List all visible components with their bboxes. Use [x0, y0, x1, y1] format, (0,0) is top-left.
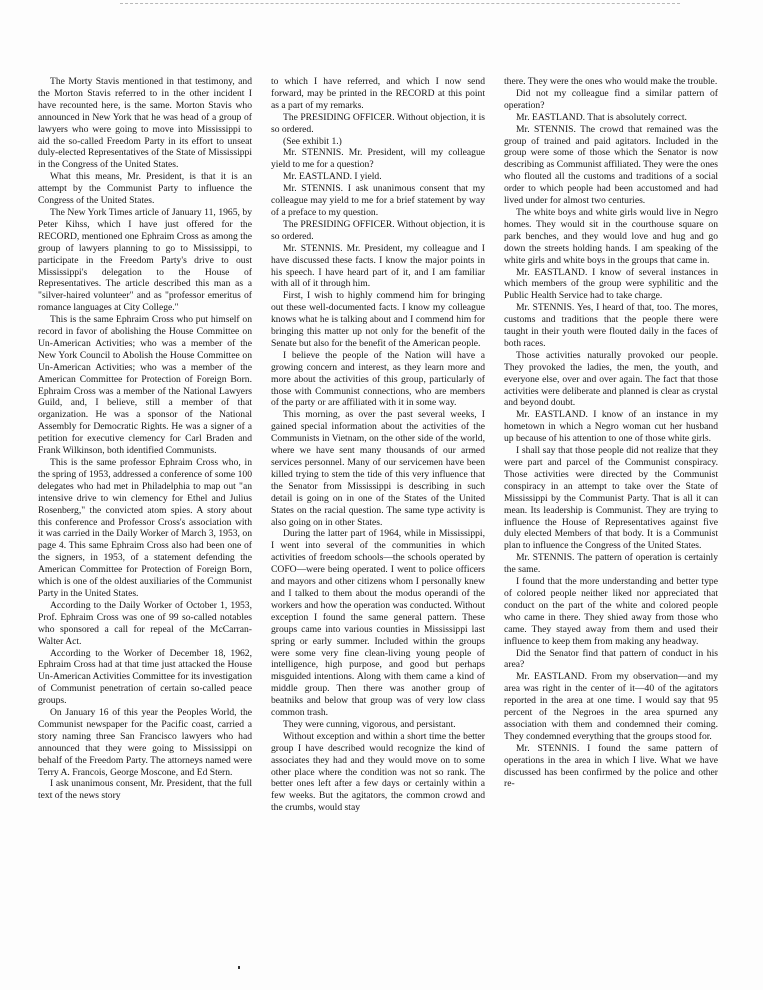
column-left [38, 76, 252, 802]
paragraph: Mr. EASTLAND. From my observation—and my area was right in the center of it—40 of the agitators reported in the area at one time. I would say that 95 percent of the Negroes in the area spurned any association with them and condemned their coming. They condemned everything that the groups stood for. [504, 671, 718, 742]
paragraph: According to the Daily Worker of October 1, 1953, Prof. Ephraim Cross was one of 99 so-called notables who sponsored a call for repeal of the McCarran-Walter Act. [38, 599, 252, 647]
paragraph: Mr. EASTLAND. I yield. [283, 171, 382, 183]
paragraph: The PRESIDING OFFICER. Without objection, it is so ordered. [271, 111, 485, 135]
paragraph: What this means, Mr. President, is that it is an attempt by the Communist Party to influence the Congress of the United States. [38, 171, 252, 207]
paragraph: Mr. EASTLAND. That is absolutely correct. [516, 111, 687, 123]
paragraph: I believe the people of the Nation will have a growing concern and interest, as they learn more and more about the activities of this group, particularly of those with Communist connections, who are members of the party or are affiliated with it in some way. [271, 349, 485, 409]
paragraph: I shall say that those people did not realize that they were part and parcel of the Communist conspiracy. Those activities were directed by the Communist conspiracy in an attempt to take over the State of Mississippi by the Communist Party. That is all it can mean. Its leadership is Communist. They are trying to influence the House of Representatives against five duly elected Members of that body. It is a Communist plan to influence the Congress of the United States. [504, 445, 718, 552]
scan-speck [238, 966, 240, 969]
paragraph: They were cunning, vigorous, and persistant. [283, 718, 456, 730]
paragraph: This morning, as over the past several weeks, I gained special information about the activities of the Communists in Vietnam, on the other side of the world, where we have sent many thousands of our armed services personnel. Many of our servicemen have been killed trying to stem the tide of this very influence that the Senator from Mississippi is describing in such detail is going on in one of the States of the United States on the racial question. The same type activity is also going on in other States. [271, 409, 485, 528]
paragraph: there. They were the ones who would make the trouble. [504, 76, 718, 87]
column-right [504, 76, 718, 790]
paragraph: This is the same professor Ephraim Cross who, in the spring of 1953, addressed a conference of some 100 delegates who had met in Philadelphia to map out "an intensive drive to win clemency for Ethel and Julius Rosenberg," the convicted atom spies. A story about this conference and Professor Cross's association with it was carried in the Daily Worker of March 3, 1953, on page 4. This same Ephraim Cross also had been one of the signers, in 1953, of a statement defending the American Committee for Protection of Foreign Born, which is one of the oldest auxiliaries of the Communist Party in the United States. [38, 457, 252, 599]
paragraph: Mr. EASTLAND. I know of several instances in which members of the group were syphilitic and the Public Health Service had to take charge. [504, 266, 718, 302]
paragraph: Mr. STENNIS. The pattern of operation is certainly the same. [504, 552, 718, 576]
paragraph: Mr. EASTLAND. I know of an instance in my hometown in which a Negro woman cut her husband up because of his attention to one of those white girls. [504, 409, 718, 445]
paragraph: The Morty Stavis mentioned in that testimony, and the Morton Stavis referred to in the other incident I have recounted here, is the same. Morton Stavis who announced in New York that he was head of a group of lawyers who were going to move into Mississippi to aid the so-called Freedom Party in its effort to unseat duly-elected Representatives of the State of Mississippi in the Congress of the United States. [38, 76, 252, 171]
paragraph: Did not my colleague find a similar pattern of operation? [504, 87, 718, 111]
paragraph: Mr. STENNIS. I found the same pattern of operations in the area in which I live. What we have discussed has been confirmed by the police and other re- [504, 742, 718, 790]
paragraph: The New York Times article of January 11, 1965, by Peter Kihss, which I have just offered for the RECORD, mentioned one Ephraim Cross as among the group of lawyers planning to go to Mississippi, to participate in the Freedom Party's drive to oust Mississippi's delegation to the House of Representatives. The article described this man as a "silver-haired volunteer" and as "professor emeritus of romance languages at City College." [38, 206, 252, 314]
top-rule [120, 3, 680, 4]
paragraph: Mr. STENNIS. The crowd that remained was the group of trained and paid agitators. Included in the group were some of those which the Senator is now describing as Communist affiliated. They were the ones who flouted all the customs and traditions of a social order to which people had been accustomed and had lived under for almost two centuries. [504, 123, 718, 207]
paragraph: (See exhibit 1.) [283, 135, 342, 147]
paragraph: According to the Worker of December 18, 1962, Ephraim Cross had at that time just attacked the House Un-American Activities Committee for its investigation of Communist penetration of certain so-called peace groups. [38, 647, 252, 707]
paragraph: Mr. STENNIS. Mr. President, will my colleague yield to me for a question? [271, 147, 485, 171]
paragraph: Mr. STENNIS. I ask unanimous consent that my colleague may yield to me for a brief statement by way of a preface to my question. [271, 183, 485, 218]
paragraph: Without exception and within a short time the better group I have described would recognize the kind of associates they had and they would move on to some other place where the condition was not so rank. The better ones left after a few days or certainly within a few weeks. But the agitators, the common crowd and the crumbs, would stay [271, 730, 485, 814]
paragraph: This is the same Ephraim Cross who put himself on record in favor of abolishing the House Committee on Un-American Activities; who was a member of the New York Council to Abolish the House Committee on Un-American Activities; who was a member of the American Committee for Protection of Foreign Born. Ephraim Cross was a member of the National Lawyers Guild, and, I believe, still a member of that organization. He was a sponsor of the National Assembly for Democratic Rights. He was a signer of a petition for executive clemency for Carl Braden and Frank Wilkinson, both identified Communists. [38, 314, 252, 457]
paragraph: During the latter part of 1964, while in Mississippi, I went into several of the communities in which activities of freedom schools—the schools operated by COFO—were being operated. I went to police officers and mayors and other citizens whom I personally knew and I talked to them about the modus operandi of the workers and how the operation was conducted. Without exception I found the same general pattern. These groups came into various counties in Mississippi last spring or early summer. Included within the groups were some very fine clean-living young people of intelligence, high purpose, and good but perhaps misguided intentions. Along with them came a kind of middle group. Then there was another group of beatniks and below that group was of very low class common trash. [271, 528, 485, 719]
paragraph: Mr. STENNIS. Yes, I heard of that, too. The mores, customs and traditions that the people there were taught in their youth were flouted daily in the faces of both races. [504, 302, 718, 349]
paragraph: I ask unanimous consent, Mr. President, that the full text of the news story [38, 778, 252, 802]
paragraph: Those activities naturally provoked our people. They provoked the ladies, the men, the youth, and everyone else, over and over again. The fact that those activities were deliberate and planned is clear as crystal and beyond doubt. [504, 349, 718, 409]
paragraph: Mr. STENNIS. Mr. President, my colleague and I have discussed these facts. I know the major points in his speech. I have heard part of it, and I am familiar with all of it through him. [271, 242, 485, 290]
paragraph: Did the Senator find that pattern of conduct in his area? [504, 647, 718, 671]
paragraph: First, I wish to highly commend him for bringing out these well-documented facts. I know my colleague knows what he is talking about and I commend him for bringing this matter up not only for the benefit of the Senate but also for the benefit of the American people. [271, 290, 485, 349]
column-middle [271, 76, 485, 814]
paragraph: The PRESIDING OFFICER. Without objection, it is so ordered. [271, 218, 485, 242]
paragraph: On January 16 of this year the Peoples World, the Communist newspaper for the Pacific coast, carried a story naming three San Francisco lawyers who had announced that they were going to Mississippi on behalf of the Freedom Party. The attorneys named were Terry A. Francois, George Moscone, and Ed Stern. [38, 707, 252, 778]
paragraph: to which I have referred, and which I now send forward, may be printed in the RECORD at this point as a part of my remarks. [271, 76, 485, 111]
paragraph: I found that the more understanding and better type of colored people neither liked nor appreciated that conduct on the part of the white and colored people who came in there. They shied away from those who came. They stayed away from them and used their influence to keep them from making any headway. [504, 576, 718, 647]
paragraph: The white boys and white girls would live in Negro homes. They would sit in the courthouse square on park benches, and they would love and hug and go down the streets holding hands. I am speaking of the white girls and white boys in the groups that came in. [504, 206, 718, 266]
